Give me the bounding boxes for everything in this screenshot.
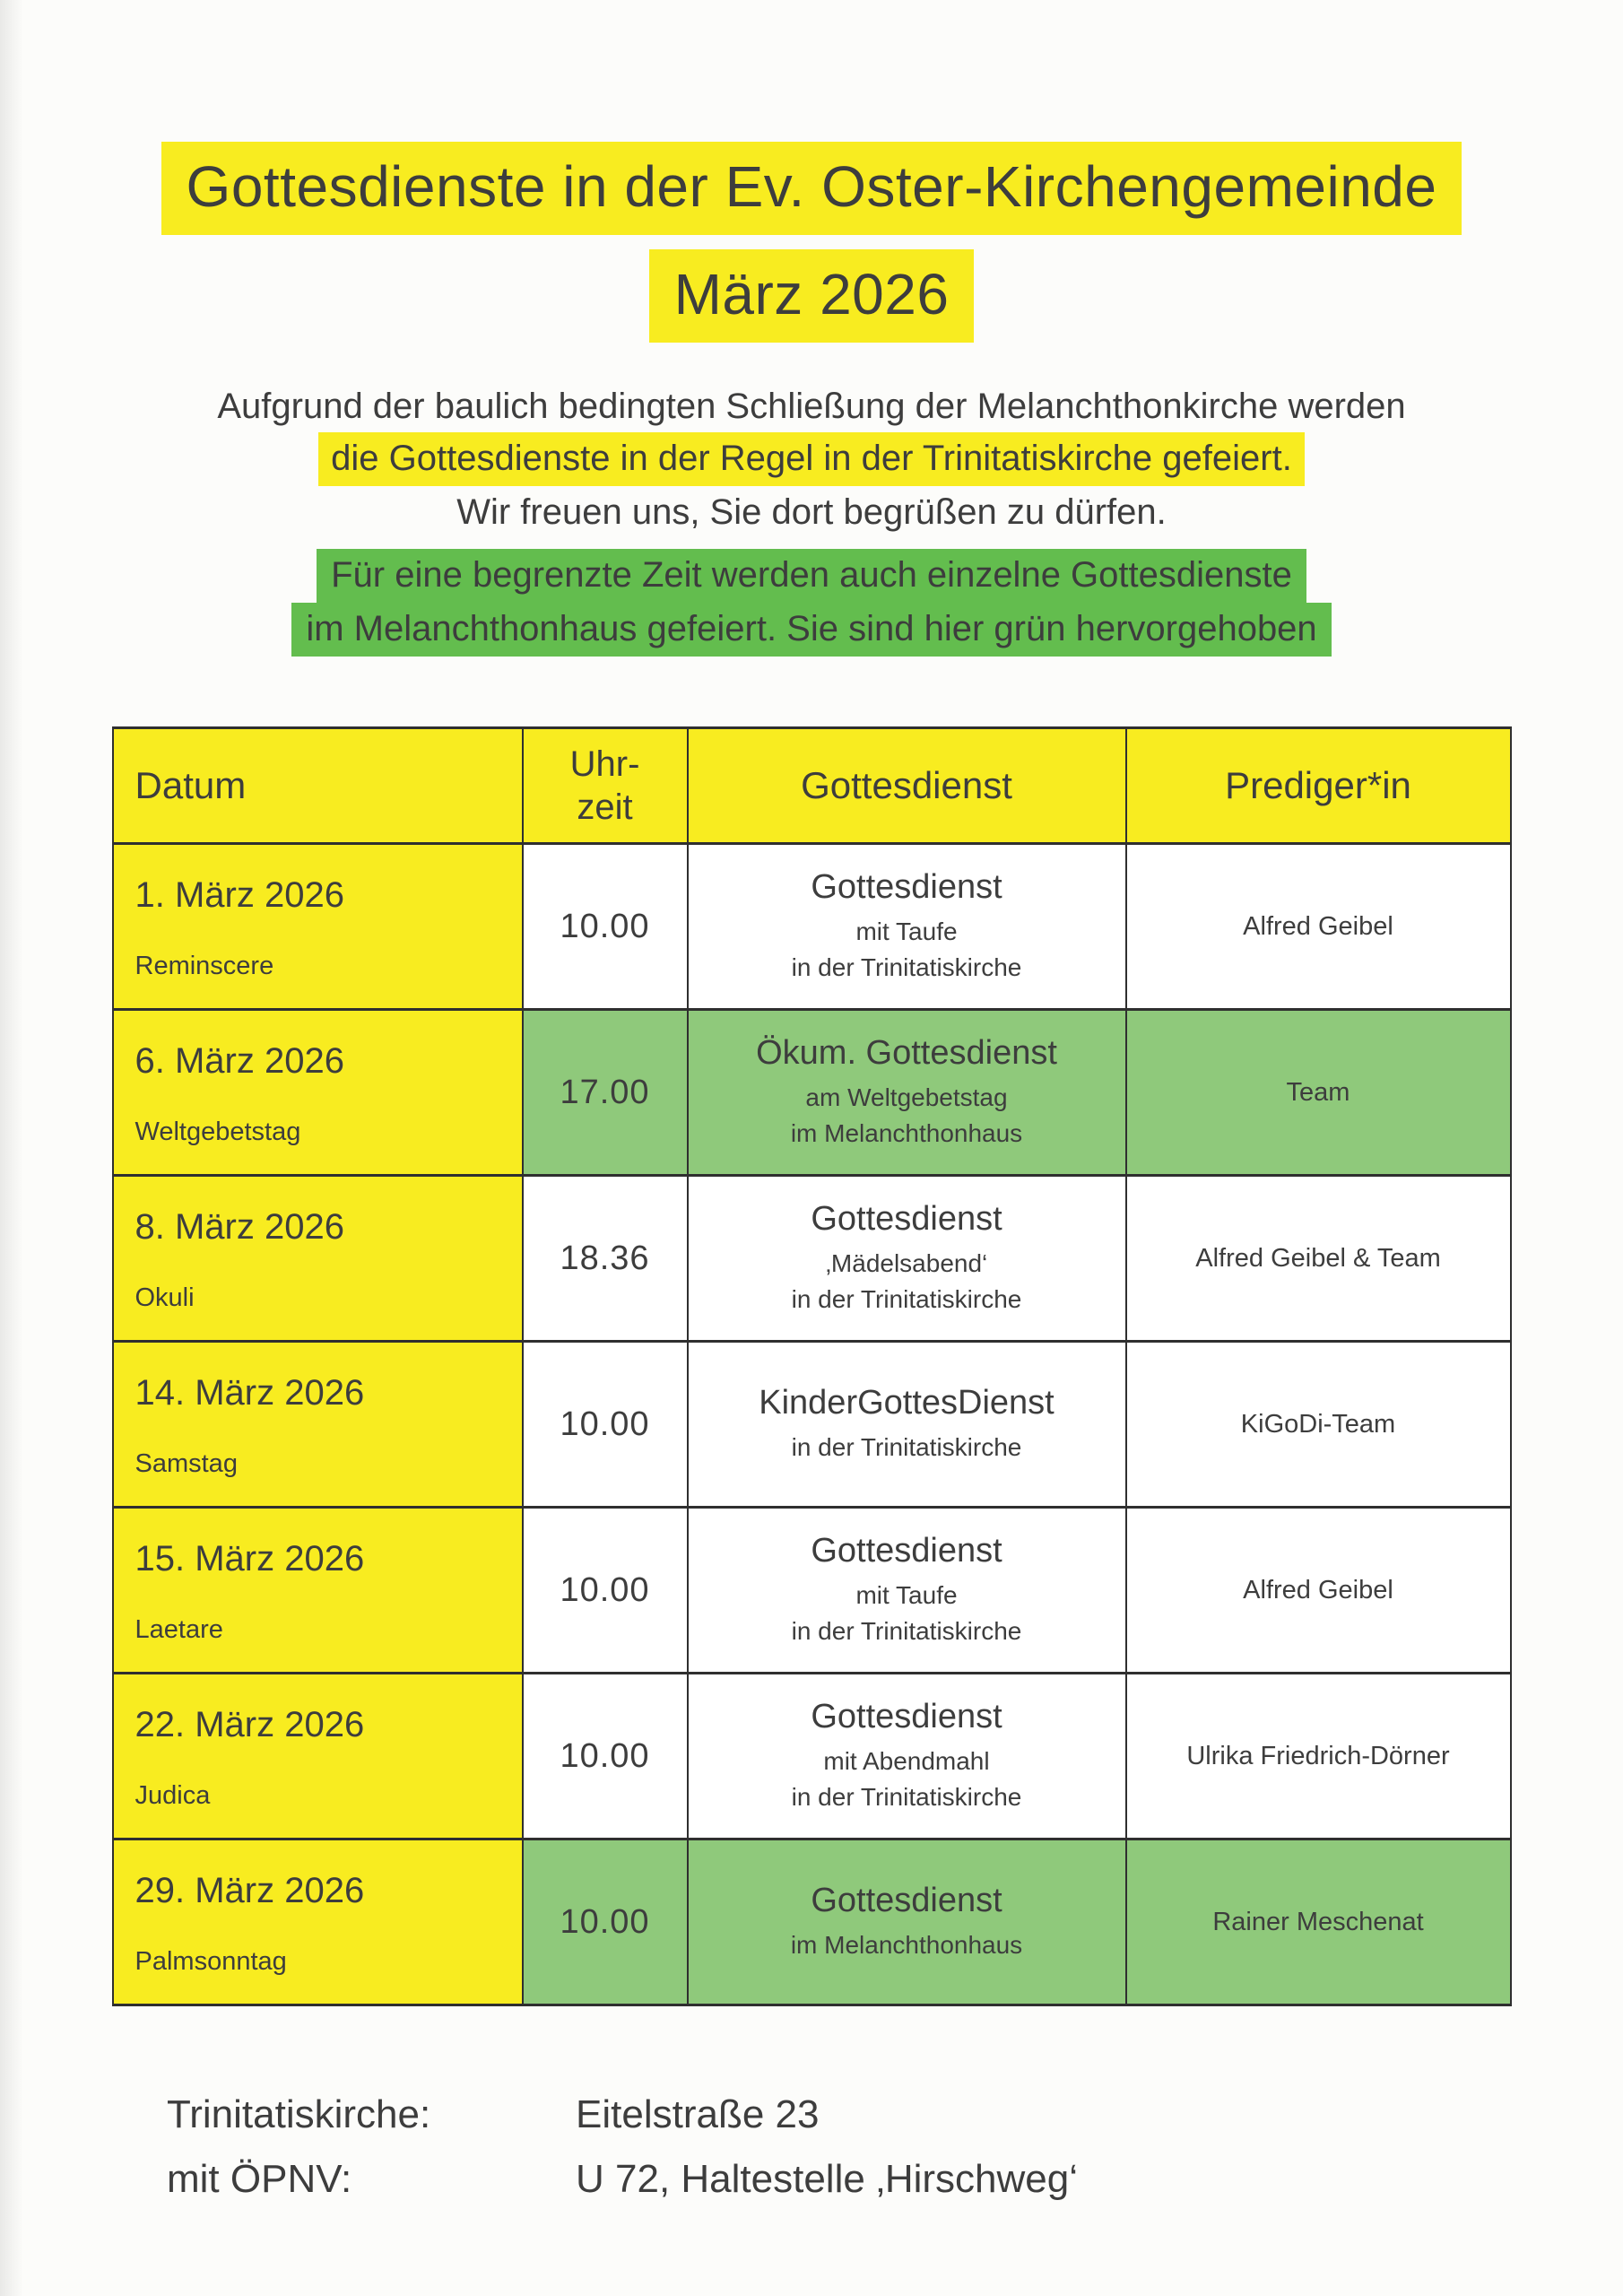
date-cell [113, 1010, 523, 1176]
page-title: Gottesdienste in der Ev. Oster-Kirchengemeinde [161, 142, 1462, 235]
table-row [113, 1508, 1511, 1674]
table-header-row [113, 728, 1511, 844]
service-schedule-table [112, 726, 1512, 2006]
liturgical-day: Weltgebetstag [135, 1118, 301, 1146]
transit-info-row [167, 2157, 1623, 2202]
preacher-cell: Ulrika Friedrich-Dörner [1126, 1674, 1511, 1839]
date-text: 1. März 2026 [135, 875, 344, 915]
service-cell [688, 1342, 1126, 1508]
intro-line-3: Wir freuen uns, Sie dort begrüßen zu dürfen. [456, 492, 1167, 532]
date-cell [113, 1342, 523, 1508]
service-title: Gottesdienst [811, 1532, 1002, 1570]
time-cell: 10.00 [523, 1674, 688, 1839]
table-row [113, 1342, 1511, 1508]
liturgical-day: Reminscere [135, 952, 274, 980]
service-title: Gottesdienst [811, 1698, 1002, 1736]
service-cell [688, 844, 1126, 1010]
service-title: Gottesdienst [811, 868, 1002, 907]
date-cell [113, 844, 523, 1010]
intro-green-note [0, 549, 1623, 657]
document-title [0, 142, 1623, 343]
liturgical-day: Palmsonntag [135, 1947, 287, 1976]
service-cell [688, 1674, 1126, 1839]
service-detail: am Weltgebetstag [805, 1083, 1008, 1112]
preacher-cell: Rainer Meschenat [1126, 1839, 1511, 2005]
service-location: in der Trinitatiskirche [791, 1616, 1022, 1645]
service-detail: mit Abendmahl [823, 1747, 990, 1776]
location-info [167, 2092, 1623, 2202]
service-location: in der Trinitatiskirche [791, 1782, 1022, 1811]
date-text: 6. März 2026 [135, 1041, 344, 1081]
date-cell [113, 1176, 523, 1342]
service-cell [688, 1839, 1126, 2005]
date-cell [113, 1508, 523, 1674]
preacher-cell: Team [1126, 1010, 1511, 1176]
column-header-prediger: Prediger*in [1126, 728, 1511, 844]
intro-line-5-green-highlight: im Melanchthonhaus gefeiert. Sie sind hier grün hervorgehoben [291, 603, 1331, 657]
service-detail: mit Taufe [855, 918, 958, 946]
date-text: 22. März 2026 [135, 1705, 365, 1744]
liturgical-day: Samstag [135, 1449, 238, 1478]
church-label: Trinitatiskirche: [167, 2092, 431, 2136]
service-location: in der Trinitatiskirche [791, 952, 1022, 981]
time-cell: 18.36 [523, 1176, 688, 1342]
service-title: Ökum. Gottesdienst [756, 1034, 1057, 1073]
church-address-row [167, 2092, 1623, 2137]
preacher-cell: Alfred Geibel & Team [1126, 1176, 1511, 1342]
date-text: 8. März 2026 [135, 1207, 344, 1247]
date-text: 29. März 2026 [135, 1871, 365, 1910]
column-header-datum: Datum [113, 728, 523, 844]
table-row [113, 1010, 1511, 1176]
service-title: Gottesdienst [811, 1200, 1002, 1239]
preacher-cell: Alfred Geibel [1126, 1508, 1511, 1674]
title-month: März 2026 [649, 249, 975, 343]
column-header-uhrzeit: Uhr- zeit [523, 728, 688, 844]
preacher-cell: KiGoDi-Team [1126, 1342, 1511, 1508]
service-title: KinderGottesDienst [759, 1383, 1055, 1422]
service-location: im Melanchthonhaus [790, 1118, 1023, 1147]
date-text: 14. März 2026 [135, 1373, 365, 1413]
date-text: 15. März 2026 [135, 1539, 365, 1578]
service-detail: ‚Mädelsabend‘ [825, 1249, 988, 1278]
preacher-cell: Alfred Geibel [1126, 844, 1511, 1010]
intro-paragraphs [0, 380, 1623, 657]
service-cell [688, 1508, 1126, 1674]
church-address: Eitelstraße 23 [576, 2092, 820, 2136]
table-row [113, 1674, 1511, 1839]
time-cell: 10.00 [523, 1342, 688, 1508]
service-cell [688, 1176, 1126, 1342]
transit-label: mit ÖPNV: [167, 2157, 352, 2201]
time-cell: 17.00 [523, 1010, 688, 1176]
time-cell: 10.00 [523, 1508, 688, 1674]
service-cell [688, 1010, 1126, 1176]
table-row [113, 1176, 1511, 1342]
intro-line-1: Aufgrund der baulich bedingten Schließung der Melanchthonkirche werden [217, 387, 1406, 426]
table-row [113, 1839, 1511, 2005]
column-header-gottesdienst: Gottesdienst [688, 728, 1126, 844]
time-cell: 10.00 [523, 844, 688, 1010]
liturgical-day: Judica [135, 1781, 211, 1810]
intro-line-2-yellow-highlight: die Gottesdienste in der Regel in der Trinitatiskirche gefeiert. [318, 432, 1305, 486]
service-detail: in der Trinitatiskirche [791, 1432, 1022, 1461]
date-cell [113, 1839, 523, 2005]
time-cell: 10.00 [523, 1839, 688, 2005]
service-detail: mit Taufe [855, 1581, 958, 1610]
transit-directions: U 72, Haltestelle ‚Hirschweg‘ [576, 2157, 1078, 2201]
table-row [113, 844, 1511, 1010]
date-cell [113, 1674, 523, 1839]
liturgical-day: Laetare [135, 1615, 223, 1644]
intro-line-4-green-highlight: Für eine begrenzte Zeit werden auch einzelne Gottesdienste [317, 549, 1306, 603]
service-title: Gottesdienst [811, 1881, 1002, 1919]
liturgical-day: Okuli [135, 1283, 195, 1312]
service-location: in der Trinitatiskirche [791, 1284, 1022, 1313]
service-detail: im Melanchthonhaus [790, 1930, 1023, 1959]
